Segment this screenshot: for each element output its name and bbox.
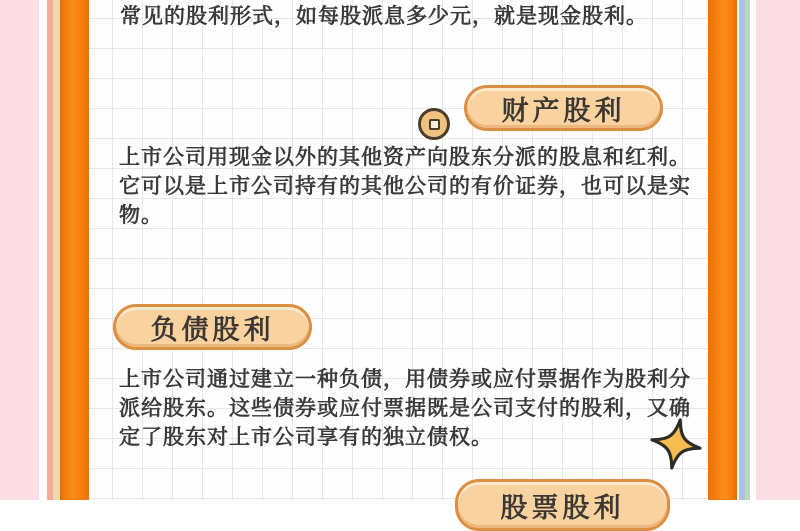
property-dividend-badge: 财产股利 <box>464 85 663 131</box>
stock-dividend-badge: 股票股利 <box>455 479 670 531</box>
property-dividend-text: 上市公司用现金以外的其他资产向股东分派的股息和红利。它可以是上市公司持有的其他公司的有价证券，也可以是实物。 <box>119 146 691 227</box>
intro-text: 常见的股利形式，如每股派息多少元，就是现金股利。 <box>120 5 648 28</box>
frame-stripe-green <box>745 0 750 500</box>
frame-orange-bar-right <box>708 0 737 500</box>
frame-orange-bar-left <box>60 0 89 500</box>
liability-dividend-badge: 负债股利 <box>113 304 312 350</box>
liability-dividend-text: 上市公司通过建立一种负债，用债券或应付票据作为股利分派给股东。这些债券或应付票据既是公司支付的股利，又确定了股东对上市公司享有的独立债权。 <box>119 368 691 449</box>
coin-icon <box>418 108 450 140</box>
coin-hole <box>429 119 440 130</box>
sparkle-icon <box>646 414 706 474</box>
grid-paper-content <box>89 0 708 523</box>
frame-stripe-cream <box>53 0 60 500</box>
